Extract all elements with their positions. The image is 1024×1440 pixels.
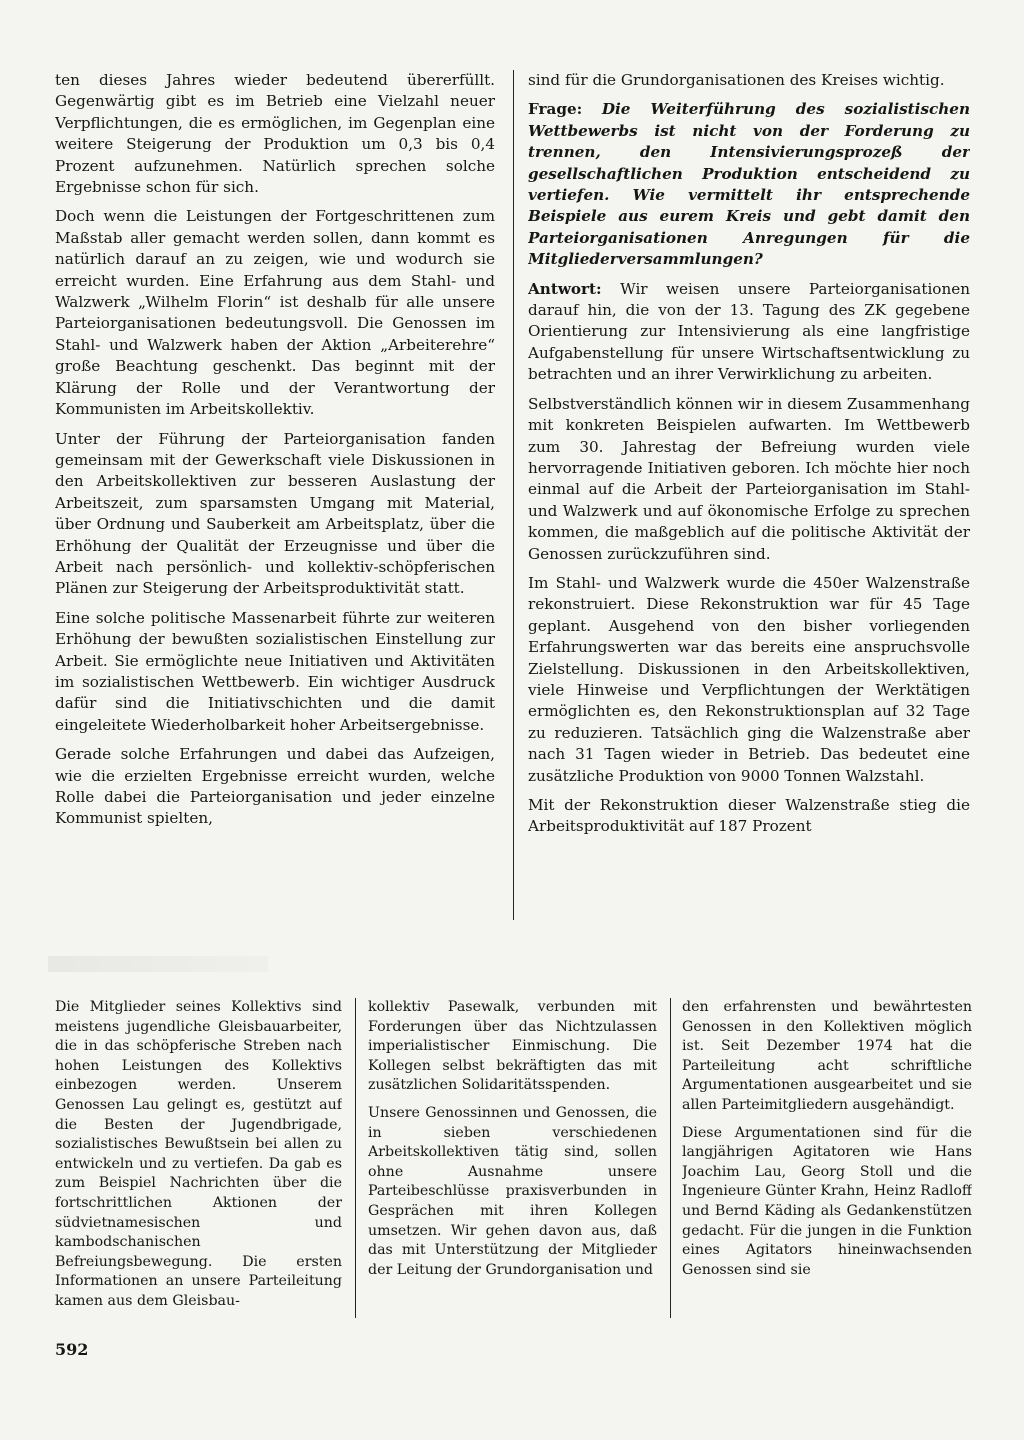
paragraph: Mit der Rekonstruktion dieser Walzenstraße stieg die Arbeitsproduktivität auf 187 Prozent [528,796,970,836]
paragraph: sind für die Grundorganisationen des Kreises wichtig. [528,71,945,89]
column-divider [513,70,514,920]
paragraph: Diese Argumentationen sind für die langjährigen Agitatoren wie Hans Joachim Lau, Georg Stoll und die Ingenieure Günter Krahn, Heinz Radloff und Bernd Käding als Gedankenstützen gedacht. Für die jungen in die Funktion eines Agitators hineinwachsenden Genossen sind sie [682,1124,972,1278]
answer-label: Antwort: [528,279,602,298]
column-divider [355,998,356,1318]
page-number: 592 [55,1340,89,1359]
bleed-through-mark [48,956,268,972]
paragraph: den erfahrensten und bewährtesten Genossen in den Kollektiven möglich ist. Seit Dezember 1974 hat die Parteileitung acht schriftliche Argumentationen ausgearbeitet und sie allen Parteimitgliedern ausgehändigt. [682,999,972,1113]
answer-text: Wir weisen unsere Parteiorganisationen darauf hin, die von der 13. Tagung des ZK gegebene Orientierung zur Intensivierung als eine langfristige Aufgabenstellung für unsere Wirtschaftsentwicklung zu betrachten und an ihrer Verwirklichung zu arbeiten. [528,279,970,384]
paragraph: Unsere Genossinnen und Genossen, die in sieben verschiedenen Arbeitskollektiven tätig sind, sollen ohne Ausnahme unsere Parteibeschlüsse praxisverbunden in Gesprächen mit ihren Kollegen umsetzen. Wir gehen davon aus, daß das mit Unterstützung der Mitglieder der Leitung der Grundorganisation und [368,1104,657,1278]
bottom-column-2 [368,998,657,1318]
paragraph: Selbstverständlich können wir in diesem Zusammenhang mit konkreten Beispielen aufwarten. Im Wettbewerb zum 30. Jahrestag der Befreiung wurden viele hervorragende Initiativen geboren. Ich möchte hier noch einmal auf die Arbeit der Parteiorganisation im Stahl- und Walzwerk und auf ökonomische Erfolge zu sprechen kommen, die maßgeblich auf die politische Aktivität der Genossen zurückzuführen sind. [528,394,970,563]
bottom-column-3 [682,998,972,1318]
paragraph: Gerade solche Erfahrungen und dabei das Aufzeigen, wie die erzielten Ergebnisse erreicht wurden, welche Rolle dabei die Parteiorganisation und jeder einzelne Kommunist spielten, [55,745,495,828]
column-divider [670,998,671,1318]
question-paragraph [528,99,970,270]
paragraph: Eine solche politische Massenarbeit führte zur weiteren Erhöhung der bewußten sozialistischen Einstellung zur Arbeit. Sie ermöglichte neue Initiativen und Aktivitäten im sozialistischen Wettbewerb. Ein wichtiger Ausdruck dafür sind die Initiativschichten und die damit eingeleitete Wiederholbarkeit hoher Arbeitsergebnisse. [55,608,495,734]
paragraph: Unter der Führung der Parteiorganisation fanden gemeinsam mit der Gewerkschaft viele Diskussionen in den Arbeitskollektiven zur besseren Auslastung der Arbeitszeit, zum sparsamsten Umgang mit Material, über Ordnung und Sauberkeit am Arbeitsplatz, über die Erhöhung der Qualität der Erzeugnisse und über die Arbeit nach persönlich- und kollektiv-schöpferischen Plänen zur Steigerung der Arbeitsproduktivität statt. [55,429,495,598]
question-text: Die Weiterführung des sozialistischen Wettbewerbs ist nicht von der Forderung zu trennen, den Intensivierungsprozeß der gesellschaftlichen Produktion entscheidend zu vertiefen. Wie vermittelt ihr entsprechende Beispiele aus eurem Kreis und gebt damit den Parteiorganisationen Anregungen für die Mitgliederversammlungen? [528,100,970,269]
paragraph: kollektiv Pasewalk, verbunden mit Forderungen über das Nichtzulassen imperialistischer Einmischung. Die Kollegen selbst bekräftigten das mit zusätzlichen Solidaritätsspenden. [368,999,657,1094]
question-label: Frage: [528,100,583,119]
paragraph: ten dieses Jahres wieder bedeutend übererfüllt. Gegenwärtig gibt es im Betrieb eine Vielzahl neuer Verpflichtungen, die es ermöglichen, im Gegenplan eine weitere Steigerung der Produktion um 0,3 bis 0,4 Prozent aufzunehmen. Natürlich sprechen solche Ergebnisse schon für sich. [55,71,495,197]
bottom-column-1 [55,998,342,1318]
paragraph: Doch wenn die Leistungen der Fortgeschrittenen zum Maßstab aller gemacht werden sollen, dann kommt es natürlich darauf an zu zeigen, wie und wodurch sie erreicht wurden. Eine Erfahrung aus dem Stahl- und Walzwerk „Wilhelm Florin“ ist deshalb für alle unsere Parteiorganisationen bedeutungsvoll. Die Genossen im Stahl- und Walzwerk haben der Aktion „Arbeiterehre“ große Beachtung geschenkt. Das beginnt mit der Klärung der Rolle und der Verantwortung der Kommunisten im Arbeitskollektiv. [55,207,495,419]
top-right-column [528,70,970,925]
top-left-column [55,70,495,925]
paragraph: Die Mitglieder seines Kollektivs sind meistens jugendliche Gleisbauarbeiter, die in das schöpferische Streben nach hohen Leistungen des Kollektivs einbezogen werden. Unserem Genossen Lau gelingt es, gestützt auf die Besten der Jugendbrigade, sozialistisches Bewußtsein bei allen zu entwickeln und zu vertiefen. Da gab es zum Beispiel Nachrichten über die fortschrittlichen Aktionen der südvietnamesischen und kambodschanischen Befreiungsbewegung. Die ersten Informationen an unsere Parteileitung kamen aus dem Gleisbau- [55,999,342,1309]
paragraph: Im Stahl- und Walzwerk wurde die 450er Walzenstraße rekonstruiert. Diese Rekonstruktion war für 45 Tage geplant. Ausgehend von den bisher vorliegenden Erfahrungswerten war das bereits eine anspruchsvolle Zielstellung. Diskussionen in den Arbeitskollektiven, viele Hinweise und Verpflichtungen der Werktätigen ermöglichten es, den Rekonstruktionsplan auf 32 Tage zu reduzieren. Tatsächlich ging die Walzenstraße aber nach 31 Tagen wieder in Betrieb. Das bedeutet eine zusätzliche Produktion von 9000 Tonnen Walzstahl. [528,573,970,785]
answer-paragraph [528,279,970,386]
